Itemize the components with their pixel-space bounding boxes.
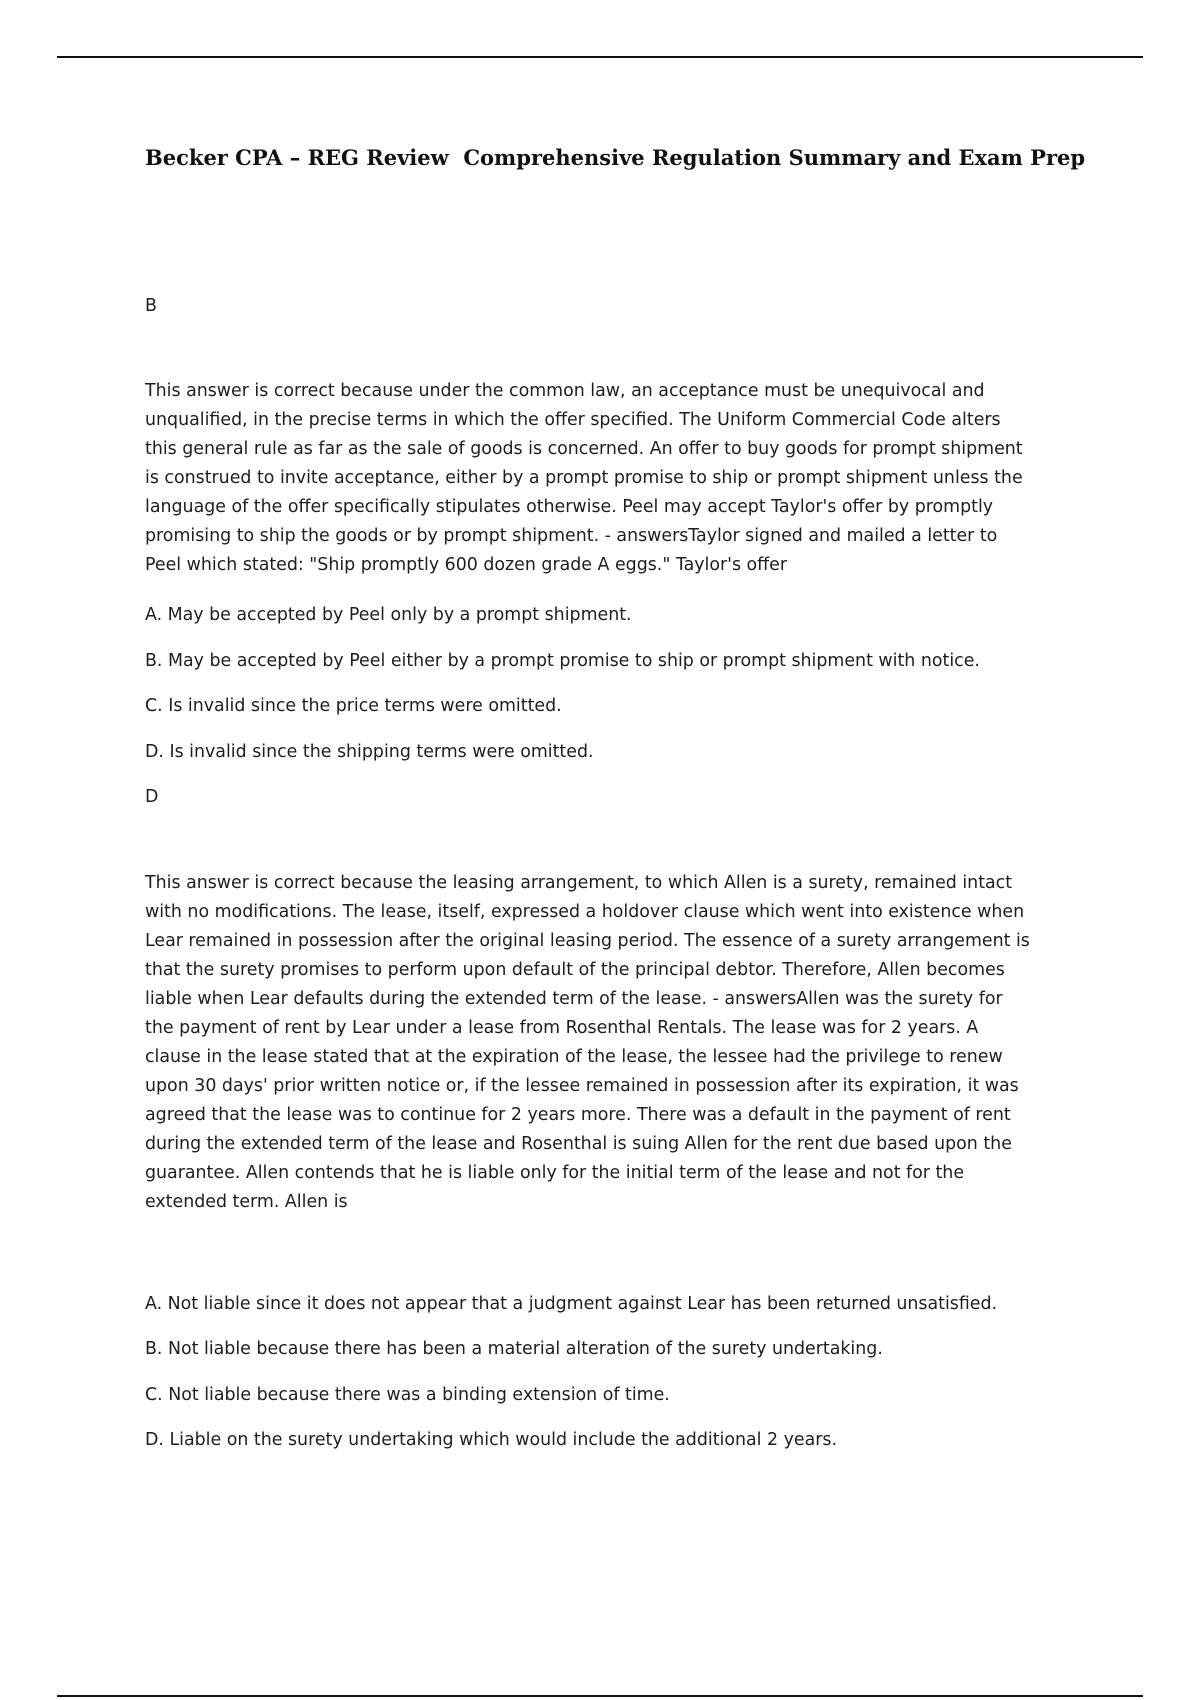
explanation-line: the payment of rent by Lear under a lease from Rosenthal Rentals. The lease was for 2 years. A [145, 1018, 979, 1038]
explanation-line: that the surety promises to perform upon default of the principal debtor. Therefore, Allen becomes [145, 960, 1005, 980]
option-b: B. May be accepted by Peel either by a prompt promise to ship or prompt shipment with notice. [145, 651, 980, 671]
explanation-line: extended term. Allen is [145, 1192, 348, 1212]
explanation-line: agreed that the lease was to continue for 2 years more. There was a default in the payment of rent [145, 1105, 1011, 1125]
explanation-line: Peel which stated: "Ship promptly 600 dozen grade A eggs." Taylor's offer [145, 555, 788, 575]
explanation-line: during the extended term of the lease and Rosenthal is suing Allen for the rent due based upon the [145, 1134, 1012, 1154]
explanation-line: This answer is correct because the leasing arrangement, to which Allen is a surety, remained intact [145, 873, 1013, 893]
option-c: C. Is invalid since the price terms were omitted. [145, 696, 562, 716]
option-a: A. May be accepted by Peel only by a prompt shipment. [145, 605, 632, 625]
answer-letter: D [145, 787, 159, 807]
option-d: D. Liable on the surety undertaking which would include the additional 2 years. [145, 1430, 838, 1450]
explanation-line: guarantee. Allen contends that he is liable only for the initial term of the lease and not for the [145, 1163, 965, 1183]
explanation-line: with no modifications. The lease, itself, expressed a holdover clause which went into existence when [145, 902, 1025, 922]
option-b: B. Not liable because there has been a material alteration of the surety undertaking. [145, 1339, 883, 1359]
header-rule [57, 56, 1143, 58]
answer-letter: B [145, 296, 157, 316]
option-a: A. Not liable since it does not appear that a judgment against Lear has been returned unsatisfied. [145, 1294, 998, 1314]
explanation-line: language of the offer specifically stipulates otherwise. Peel may accept Taylor's offer by promptly [145, 497, 994, 517]
explanation-line: upon 30 days' prior written notice or, if the lessee remained in possession after its expiration, it was [145, 1076, 1019, 1096]
explanation-line: this general rule as far as the sale of goods is concerned. An offer to buy goods for prompt shipment [145, 439, 1023, 459]
explanation-line: Lear remained in possession after the original leasing period. The essence of a surety arrangement is [145, 931, 1030, 951]
explanation-line: unqualified, in the precise terms in which the offer specified. The Uniform Commercial Code alters [145, 410, 1001, 430]
document-title: Becker CPA – REG Review Comprehensive Regulation Summary and Exam Prep [145, 145, 1086, 170]
explanation-line: liable when Lear defaults during the extended term of the lease. - answersAllen was the surety for [145, 989, 1003, 1009]
explanation-line: is construed to invite acceptance, either by a prompt promise to ship or prompt shipment unless the [145, 468, 1023, 488]
option-d: D. Is invalid since the shipping terms were omitted. [145, 742, 594, 762]
footer-rule [57, 1695, 1143, 1697]
explanation-line: promising to ship the goods or by prompt shipment. - answersTaylor signed and mailed a letter to [145, 526, 998, 546]
option-c: C. Not liable because there was a binding extension of time. [145, 1385, 670, 1405]
explanation-line: clause in the lease stated that at the expiration of the lease, the lessee had the privilege to renew [145, 1047, 1003, 1067]
explanation-line: This answer is correct because under the common law, an acceptance must be unequivocal and [145, 381, 985, 401]
